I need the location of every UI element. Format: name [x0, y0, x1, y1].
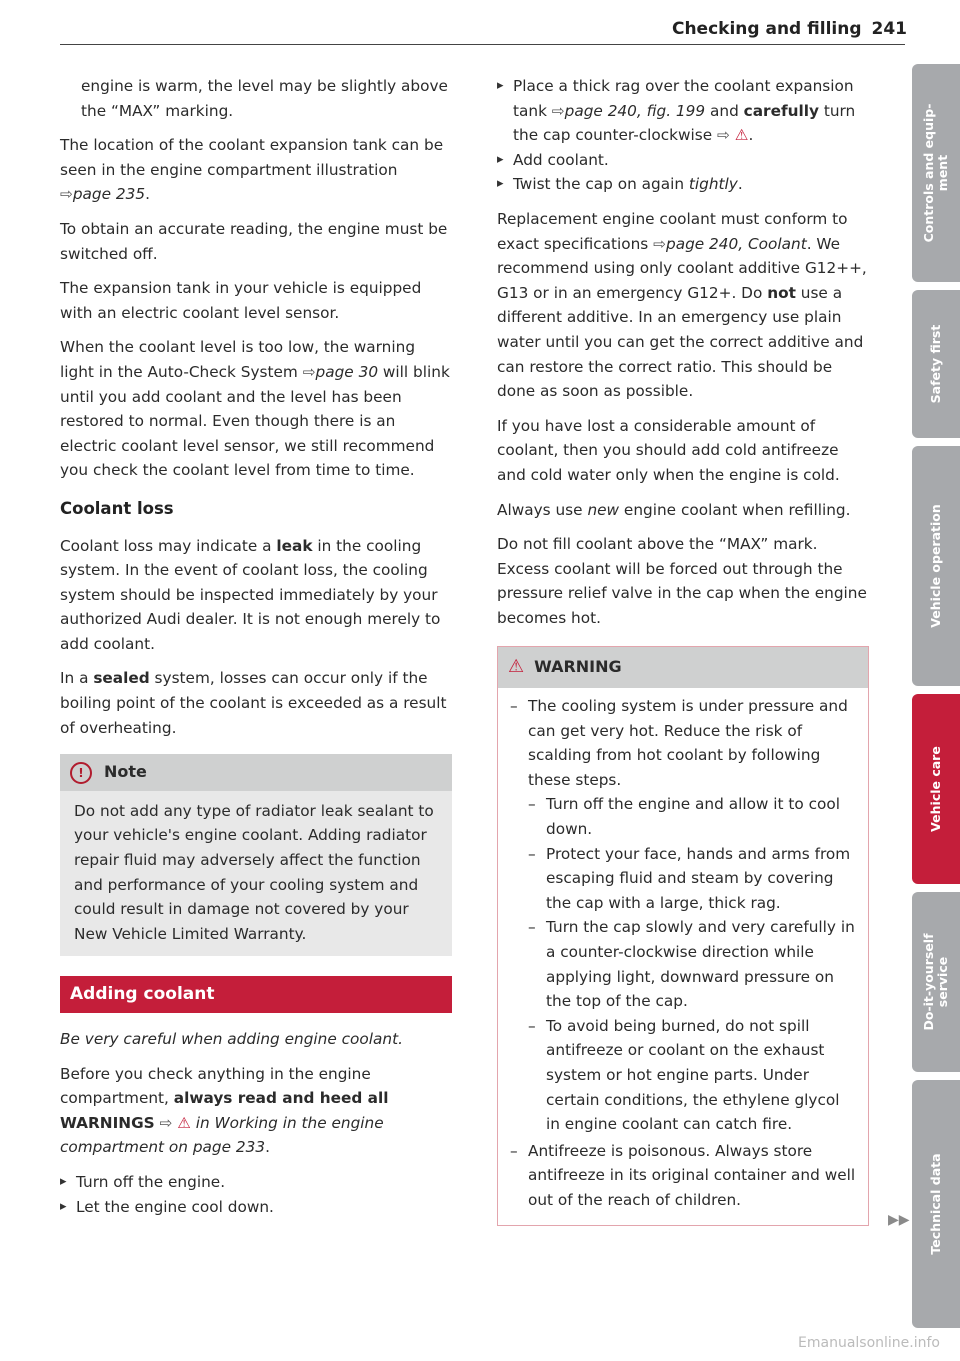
paragraph: The expansion tank in your vehicle is equipped with an electric coolant level sensor.	[60, 279, 422, 322]
list-item: – Antifreeze is poisonous. Always store antifreeze in its original container and well out of the reach of children.	[508, 1139, 858, 1213]
tab-label: Controls and equip- ment	[921, 103, 950, 243]
warning-title: WARNING	[534, 657, 622, 677]
right-column	[497, 74, 869, 1226]
arrow-right-icon: ⇨	[717, 126, 730, 145]
arrow-right-icon: ⇨	[60, 185, 73, 204]
list-item: – The cooling system is under pressure and can get very hot. Reduce the risk of scalding from hot coolant by following these steps. – Turn off the engine and allow it to cool down. – Protect your face, hands and arms from escaping fluid and steam by covering the cap with a large, thick rag. – Turn the cap slowly and very carefully in a counter-clockwise direction while applying light, downward pressure on the top of the cap. – To avoid being burned, do not spill antifreeze or coolant on the exhaust system or hot engine parts. Under certain conditions, the ethylene glycol in engine coolant can catch fire.	[508, 694, 858, 1137]
list-item: – To avoid being burned, do not spill antifreeze or coolant on the exhaust system or hot engine parts. Under certain conditions, the ethylene glycol in engine coolant can catch fire.	[528, 1014, 858, 1137]
tab-vehicle-operation[interactable]	[912, 446, 960, 686]
note-box	[60, 754, 452, 956]
paragraph: engine is warm, the level may be slightly above the “MAX” marking.	[81, 77, 448, 120]
tab-technical-data[interactable]	[912, 1080, 960, 1328]
warning-list	[508, 694, 858, 1212]
page-number: 241	[871, 19, 907, 39]
paragraph: In a sealed system, losses can occur only if the boiling point of the coolant is exceeded as a result of overheating.	[60, 669, 447, 737]
paragraph: Coolant loss may indicate a leak in the cooling system. In the event of coolant loss, the cooling system should be inspected immediately by your authorized Audi dealer. It is not enough merely to add coolant.	[60, 536, 441, 653]
tab-label: Vehicle operation	[928, 504, 943, 628]
warning-triangle-icon: ⚠	[508, 656, 525, 678]
paragraph: Replacement engine coolant must conform to exact specifications ⇨page 240, Coolant. We recommend using only coolant additive G12++, G13 or in an emergency G12+. Do not use a different additive. In an emergency use plain water until you can get the correct additive and can restore the correct ratio. This should be done as soon as possible.	[497, 209, 867, 401]
paragraph: Always use new engine coolant when refilling.	[497, 500, 851, 519]
left-column	[60, 74, 452, 1229]
note-header	[60, 754, 452, 791]
watermark-url: Emanualsonline.info	[798, 1335, 940, 1351]
warning-body	[498, 688, 868, 1224]
running-head	[672, 19, 907, 39]
paragraph: The location of the coolant expansion tank can be seen in the engine compartment illustration ⇨page 235.	[60, 136, 444, 204]
warning-icon: ⚠	[177, 1113, 191, 1132]
list-item: – Protect your face, hands and arms from escaping fluid and steam by covering the cap with a large, thick rag.	[528, 842, 858, 916]
lead-text: Be very careful when adding engine coolant.	[60, 1030, 403, 1048]
arrow-right-icon: ⇨	[159, 1113, 173, 1132]
step-list	[497, 74, 869, 197]
tab-label: Safety first	[928, 324, 943, 404]
list-item: ▸ Turn off the engine.	[60, 1170, 452, 1195]
list-item: ▸ Add coolant.	[497, 148, 869, 173]
tab-controls[interactable]	[912, 64, 960, 282]
tab-do-it-yourself[interactable]	[912, 892, 960, 1072]
header-rule	[60, 44, 905, 45]
cross-reference-link[interactable]: ⇨page 30	[302, 362, 379, 381]
paragraph: Do not fill coolant above the “MAX” mark. Excess coolant will be forced out through the pressure relief valve in the cap when the engine becomes hot.	[497, 535, 867, 627]
paragraph: Before you check anything in the engine compartment, always read and heed all WARNINGS ⇨ ⚠ in Working in the engine compartment on page 233.	[60, 1064, 389, 1157]
tab-vehicle-care[interactable]	[912, 694, 960, 884]
cross-reference-link[interactable]: ⇨page 240, fig. 199	[551, 101, 706, 120]
list-item: ▸ Let the engine cool down.	[60, 1195, 452, 1220]
tab-label: Vehicle care	[928, 746, 943, 832]
tab-label: Do-it-yourself service	[921, 933, 950, 1031]
step-list	[60, 1170, 452, 1219]
warning-box	[497, 646, 869, 1225]
list-item: – Turn the cap slowly and very carefully in a counter-clockwise direction while applying light, downward pressure on the top of the cap.	[528, 915, 858, 1013]
info-icon: !	[70, 762, 92, 784]
subheading: Coolant loss	[60, 498, 174, 518]
warning-sublist	[528, 792, 858, 1136]
paragraph: When the coolant level is too low, the warning light in the Auto-Check System ⇨page 30 will blink until you add coolant and the level has been restored to normal. Even though there is an electric coolant level sensor, we still recommend you check the coolant level from time to time.	[60, 338, 450, 480]
note-title: Note	[104, 762, 147, 782]
arrow-right-icon: ⇨	[653, 234, 666, 253]
section-title: Checking and filling	[671, 19, 862, 39]
cross-reference-link[interactable]: ⇨page 240, Coolant	[653, 234, 807, 253]
paragraph: To obtain an accurate reading, the engine must be switched off.	[60, 219, 448, 263]
warning-header	[498, 647, 868, 688]
warning-icon[interactable]: ⚠	[734, 126, 749, 145]
paragraph: If you have lost a considerable amount of coolant, then you should add cold antifreeze and cold water only when the engine is cold.	[497, 416, 840, 484]
list-item: ▸ Place a thick rag over the coolant expansion tank ⇨page 240, fig. 199 and carefully turn the cap counter-clockwise ⇨ ⚠.	[497, 74, 869, 148]
list-item: ▸ Twist the cap on again tightly.	[497, 172, 869, 197]
cross-reference-link[interactable]: ⇨page 235	[60, 185, 146, 204]
tab-label: Technical data	[928, 1153, 943, 1255]
section-heading-bar: Adding coolant	[60, 976, 452, 1013]
cross-reference-link[interactable]: ⇨ ⚠ in Working in the engine compartment on page 233	[60, 1113, 384, 1157]
continue-arrow-icon: ▶▶	[888, 1212, 910, 1228]
arrow-right-icon: ⇨	[302, 362, 316, 381]
tab-safety[interactable]	[912, 290, 960, 438]
note-text: Do not add any type of radiator leak sealant to your vehicle's engine coolant. Adding radiator repair fluid may adversely affect the function and performance of your cooling system and could result in damage not covered by your New Vehicle Limited Warranty.	[74, 801, 434, 943]
list-item: – Turn off the engine and allow it to cool down.	[528, 792, 858, 841]
arrow-right-icon: ⇨	[551, 101, 565, 120]
